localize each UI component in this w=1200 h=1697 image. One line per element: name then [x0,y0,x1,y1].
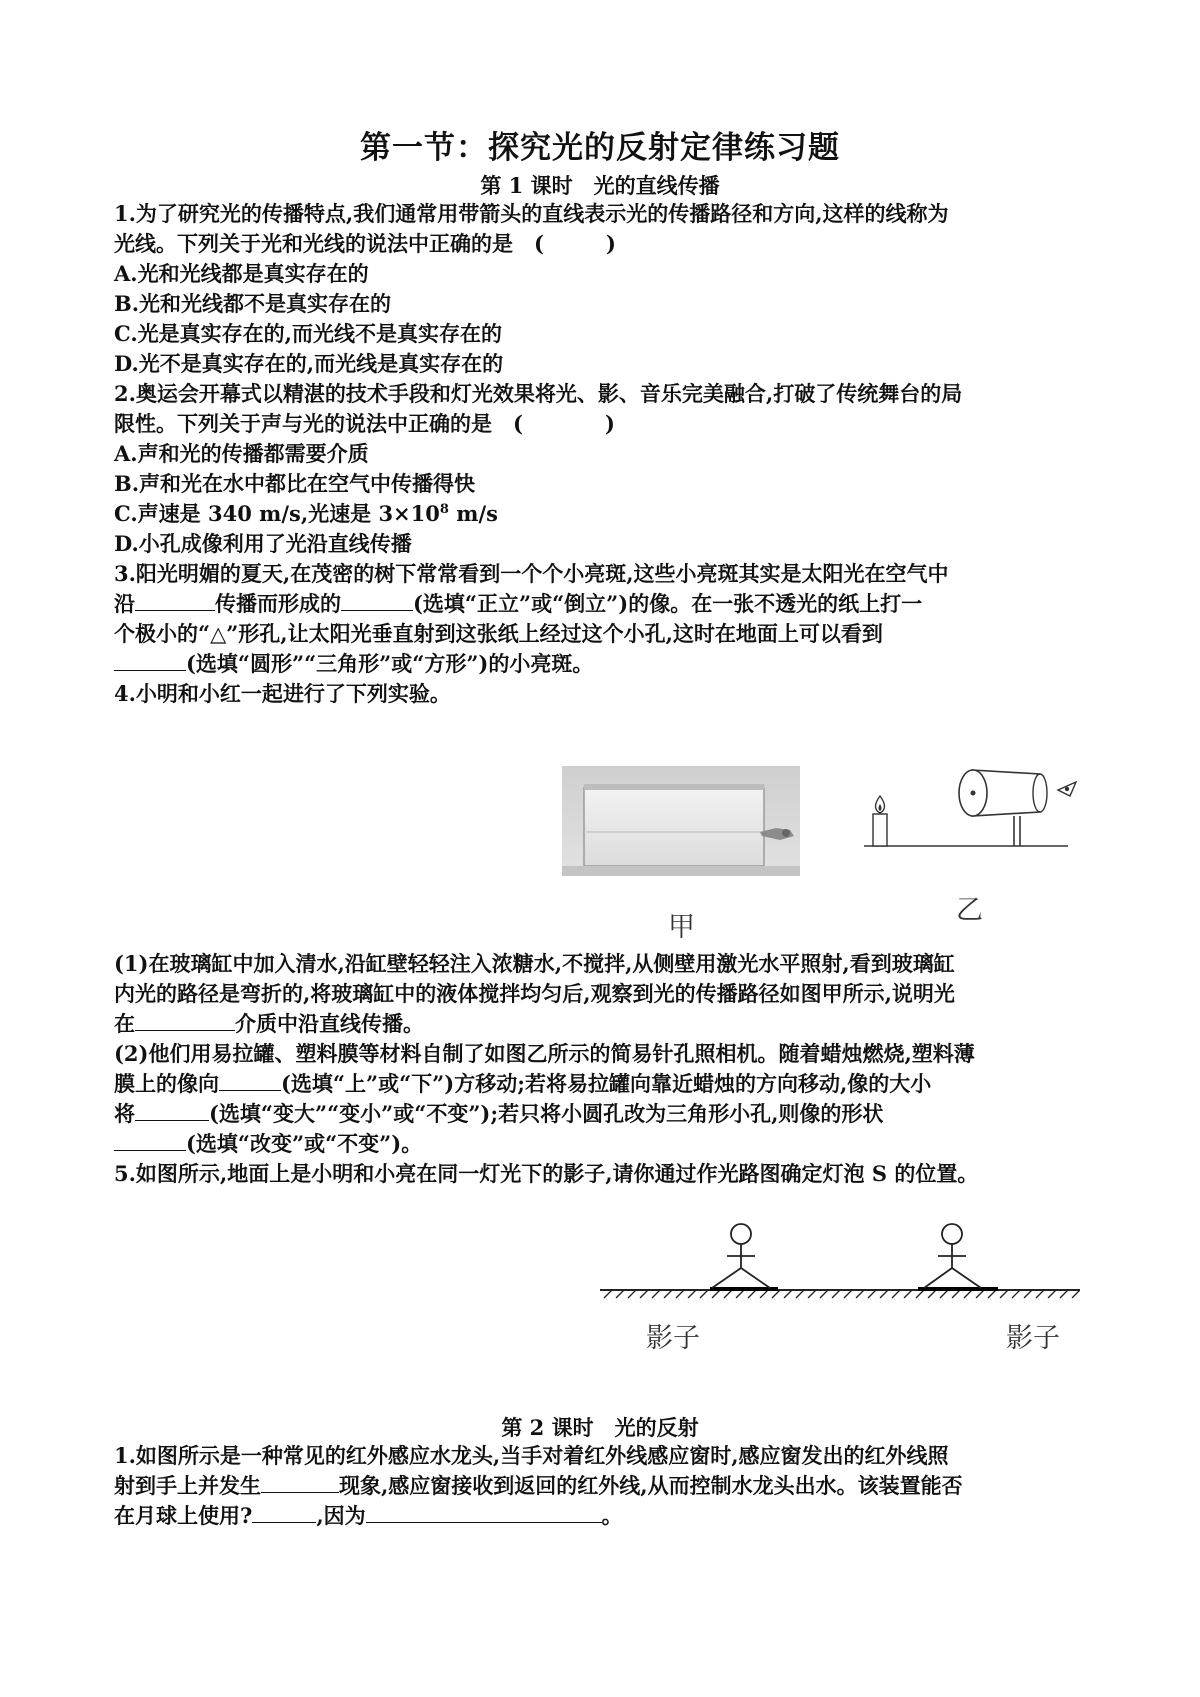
page-title: 第一节：探究光的反射定律练习题 [360,130,840,166]
lesson2-q1-blank-3[interactable] [366,1500,602,1523]
lesson-1-heading: 第 1 课时 光的直线传播 [480,173,720,198]
q2-option-b: B.声和光在水中都比在空气中传播得快 [114,471,476,496]
q3-blank-3[interactable] [114,648,186,671]
q2-stem-line1: 2.奥运会开幕式以精湛的技术手段和灯光效果将光、影、音乐完美融合,打破了传统舞台的局 [114,381,963,406]
q1-stem-line1: 1.为了研究光的传播特点,我们通常用带箭头的直线表示光的传播路径和方向,这样的线称为 [114,201,949,226]
q3-stem-line4: (选填“圆形”“三角形”或“方形”)的小亮斑。 [114,648,1094,679]
q4-part1-blank[interactable] [135,1008,235,1031]
lesson2-q1-blank-2[interactable] [252,1500,316,1523]
q1-option-b: B.光和光线都不是真实存在的 [114,291,392,316]
lesson-2-heading: 第 2 课时 光的反射 [501,1415,699,1440]
lesson2-q1-blank-1[interactable] [261,1470,339,1493]
q2-option-c: C.声速是 340 m/s,光速是 $3\times 10^8$ m/s [114,501,498,526]
q2-option-a: A.声和光的传播都需要介质 [114,441,369,466]
q3-stem-line2: 沿 传播而形成的 (选填“正立”或“倒立”)的像。在一张不透光的纸上打一 [114,588,1094,619]
q4-part2-line4: (选填“改变”或“不变”)。 [114,1128,1094,1159]
lesson2-q1-line1: 1.如图所示是一种常见的红外感应水龙头,当手对着红外线感应窗时,感应窗发出的红外线照 [114,1443,949,1468]
figure-jia-label: 甲 [668,912,695,943]
q4-part2-blank-1[interactable] [219,1068,281,1091]
q1-option-d: D.光不是真实存在的,而光线是真实存在的 [114,351,504,376]
q4-part2-blank-2[interactable] [135,1098,209,1121]
q1-option-c: C.光是真实存在的,而光线不是真实存在的 [114,321,502,346]
lesson2-q1-line2: 射到手上并发生 现象,感应窗接收到返回的红外线,从而控制水龙头出水。该装置能否 [114,1470,1094,1501]
q3-blank-2[interactable] [341,588,413,611]
q3-stem-line3: 个极小的“△”形孔,让太阳光垂直射到这张纸上经过这个小孔,这时在地面上可以看到 [114,621,883,646]
q3-blank-1[interactable] [135,588,215,611]
q4-part1-line3: 在 介质中沿直线传播。 [114,1008,1094,1039]
q4-part2-line3: 将 (选填“变大”“变小”或“不变”);若只将小圆孔改为三角形小孔,则像的形状 [114,1098,1094,1129]
figure-yi-pinhole-camera [862,760,1092,860]
lesson2-q1-line3: 在月球上使用? ,因为 。 [114,1500,1094,1531]
q4-part2-line2: 膜上的像向 (选填“上”或“下”)方移动;若将易拉罐向靠近蜡烛的方向移动,像的大小 [114,1068,1094,1099]
q5-shadow-label-right: 影子 [1006,1323,1060,1354]
q1-option-a: A.光和光线都是真实存在的 [114,261,369,286]
q2-stem-line2: 限性。下列关于声与光的说法中正确的是 ( ) [114,411,615,436]
q1-stem-line2: 光线。下列关于光和光线的说法中正确的是 ( ) [114,231,616,256]
q4-intro: 4.小明和小红一起进行了下列实验。 [114,681,451,706]
q4-part1-line1: (1)在玻璃缸中加入清水,沿缸壁轻轻注入浓糖水,不搅拌,从侧壁用激光水平照射,看到玻璃缸 [114,951,955,976]
q5-shadow-label-left: 影子 [646,1323,700,1354]
q3-stem-line1: 3.阳光明媚的夏天,在茂密的树下常常看到一个个小亮斑,这些小亮斑其实是太阳光在空气中 [114,561,949,586]
figure-yi-label: 乙 [956,895,983,926]
q4-part1-line2: 内光的路径是弯折的,将玻璃缸中的液体搅拌均匀后,观察到光的传播路径如图甲所示,说明光 [114,981,955,1006]
q4-part2-line1: (2)他们用易拉罐、塑料膜等材料自制了如图乙所示的简易针孔照相机。随着蜡烛燃烧,塑料薄 [114,1041,975,1066]
q4-part2-blank-3[interactable] [114,1128,186,1151]
figure-jia-glass-tank [562,766,800,876]
figure-q5-stick-figures [600,1222,1080,1306]
q5-stem: 5.如图所示,地面上是小明和小亮在同一灯光下的影子,请你通过作光路图确定灯泡 S 的位置。 [114,1161,979,1186]
q2-option-d: D.小孔成像利用了光沿直线传播 [114,531,412,556]
